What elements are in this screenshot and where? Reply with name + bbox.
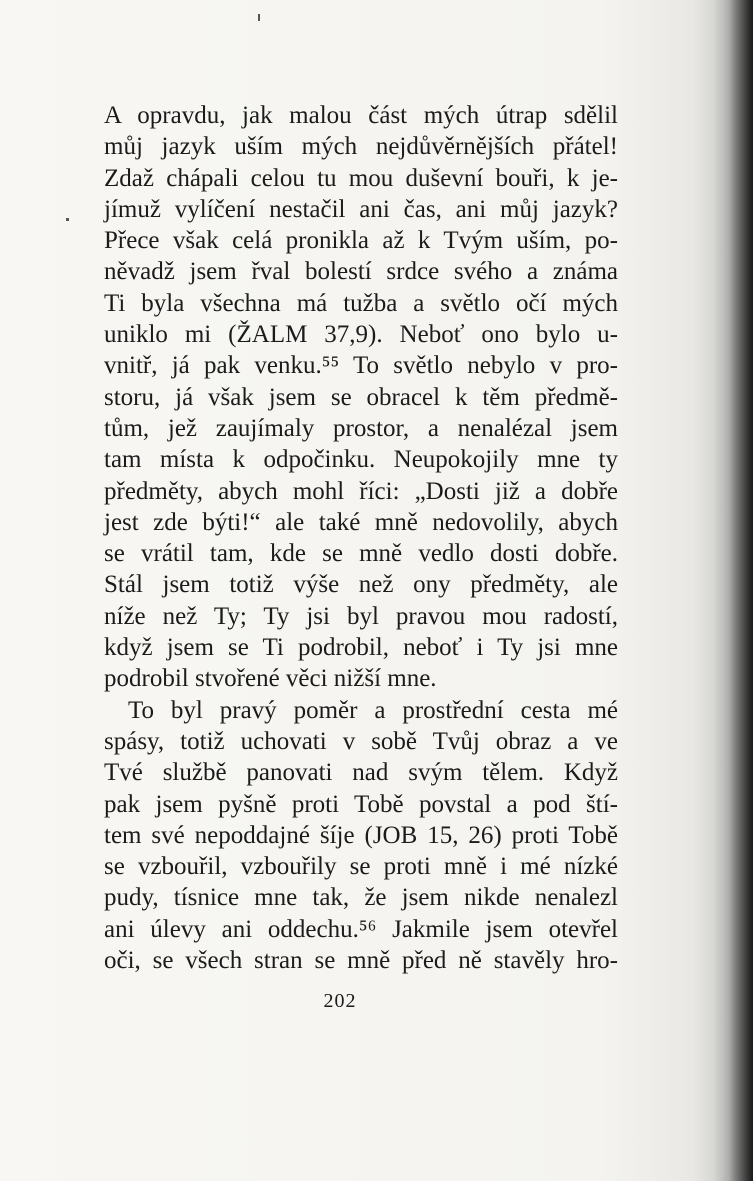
text-line: tům, jež zaujímaly prostor, a nenalézal jsem (104, 414, 618, 442)
scan-speck (258, 14, 260, 21)
paragraph-2 (104, 695, 618, 977)
text-line: Přece však celá pronikla až k Tvým uším, po- (104, 227, 618, 255)
text-line: storu, já však jsem se obracel k těm předmě- (104, 383, 618, 411)
paragraph-1 (104, 100, 618, 695)
text-line: se vrátil tam, kde se mně vedlo dosti dobře. (104, 540, 618, 568)
body-text (104, 100, 618, 976)
text-line: tam místa k odpočinku. Neupokojily mne ty (104, 446, 618, 474)
text-line: můj jazyk uším mých nejdůvěrnějších přátel! (104, 133, 618, 161)
text-line: vnitř, já pak venku.⁵⁵ To světlo nebylo v pro- (104, 352, 618, 380)
text-line: oči, se všech stran se mně před ně stavěly hro- (104, 947, 618, 975)
text-line: uniklo mi (ŽALM 37,9). Neboť ono bylo u- (104, 321, 618, 349)
text-line: pak jsem pyšně proti Tobě povstal a pod ští- (104, 790, 618, 818)
page-number: 202 (323, 990, 357, 1012)
text-line: níže než Ty; Ty jsi byl pravou mou radostí, (104, 602, 618, 630)
text-line: jest zde býti!“ ale také mně nedovolily, abych (104, 508, 618, 536)
text-line: jímuž vylíčení nestačil ani čas, ani můj jazyk? (104, 195, 618, 223)
text-line: podrobil stvořené věci nižší mne. (104, 665, 437, 693)
text-line: tem své nepoddajné šíje (JOB 15, 26) proti Tobě (104, 821, 618, 849)
scan-speck (66, 218, 69, 221)
text-line: Tvé službě panovati nad svým tělem. Když (104, 759, 618, 787)
text-line: A opravdu, jak malou část mých útrap sdělil (104, 102, 618, 129)
text-line: Zdaž chápali celou tu mou duševní bouři, k je- (104, 164, 618, 192)
text-line: něvadž jsem řval bolestí srdce svého a známa (104, 258, 618, 286)
text-line: Stál jsem totiž výše než ony předměty, ale (104, 571, 618, 599)
text-line: pudy, tísnice mne tak, že jsem nikde nenalezl (104, 884, 618, 912)
text-line: když jsem se Ti podrobil, neboť i Ty jsi mne (104, 634, 618, 662)
text-line: To byl pravý poměr a prostřední cesta mé (128, 696, 618, 724)
text-line: ani úlevy ani oddechu.⁵⁶ Jakmile jsem otevřel (104, 915, 618, 943)
text-line: předměty, abych mohl říci: „Dosti již a dobře (104, 477, 618, 505)
text-line: Ti byla všechna má tužba a světlo očí mých (104, 289, 618, 317)
book-spine-shadow (713, 0, 753, 1181)
text-line: spásy, totiž uchovati v sobě Tvůj obraz a ve (104, 727, 618, 755)
text-line: se vzbouřil, vzbouřily se proti mně i mé nízké (104, 853, 618, 881)
